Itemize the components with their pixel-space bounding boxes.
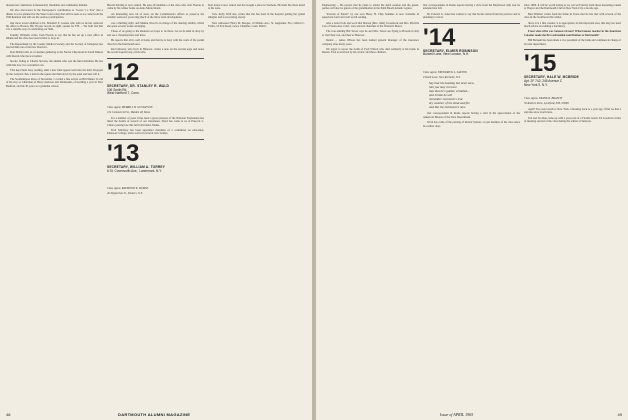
paragraph: Red Osborne, who lives in Hanover, writes a note on the second page and notes the recent hospital stay of his wife. — [107, 48, 204, 55]
paragraph: Word has come of the passing of Robert Saxton, a loyal member of the class since its earliest days. — [423, 121, 520, 128]
address-line: West Hartford 7, Conn. — [107, 91, 140, 96]
paragraph: Don Mallett tells us of another gathering at the Nectar Chip hotel in South Dakota with friends who have travelled. — [6, 51, 103, 58]
class-agent-address: 50 Roberts Park, Lynnfield, N.H. 03668 — [524, 102, 569, 106]
paragraph: Tommy Williams writes from Florida to say that he has set up a new office in Miami and the class has been invited to drop in. — [6, 33, 103, 41]
class-secretary — [107, 85, 173, 96]
paragraph: Since it is a fine wonder, it is appropriate, in this important area, this may not need much advice on running a dormitory. — [524, 21, 621, 29]
class-agent: Class Agent, FREDERICK L. SAXTON — [423, 70, 467, 74]
address-line: Burwell Lane, New London, N.H. — [423, 52, 470, 57]
paragraph: We also discovered in the Newspaper's contribution to "Leave '11, You" that a dinner is to be planned for the West Coast today that will be seen as we come from the 25th Reunion and will see the outdoor participation. — [6, 9, 103, 20]
paragraph: April? You were north to New York. Checking back to a year ago I find we had a surprise snow storm here. — [524, 107, 621, 115]
address-line: 6 St. Covenvoith Ave., Larchmont, N.Y. — [107, 168, 162, 173]
poem-line: and I think he will — [429, 93, 453, 98]
paragraph: An interesting new bit of news on the Commission's efforts to preserve the Atlantic seaboard, protecting much of the shore from development. — [107, 12, 204, 20]
class-agent: Class Agent, FRANK R. BRANCH — [524, 97, 563, 101]
paragraph: "Portrait of Parent" by our own Harry H. Chip Semmes is now available in paperback form and well worth reading. — [322, 12, 419, 20]
class-secretary — [107, 166, 173, 174]
class-agent: Class Agent, RAYMOND W. MORSE — [107, 186, 149, 190]
paragraph: Harold Sebring is now retired. He asks all members of the class who visit Florida to come by his winter home on Anna Maria Island. — [107, 4, 204, 11]
poem-line: dry weather of his mind and fire — [429, 101, 470, 106]
poem-line: Say that his heading has been seen, — [429, 81, 475, 86]
left-column-1 — [6, 4, 103, 404]
right-column-2 — [423, 4, 520, 404]
paragraph: was a thrilling sight, and Mamie Wood is in charge of the dancing exhibit, which she spent several weeks arranging. — [107, 21, 204, 29]
class-heading-1912 — [107, 58, 204, 103]
paragraph: Our correspondents in Rome reports having a view from the Mayflower ship tour he attended last fall. — [423, 4, 520, 11]
class-heading-1915 — [524, 52, 621, 94]
paragraph: New addresses: Harry M. Bosque, 10 Milano Ave., St. Augustine, Fla.; Gilbert C. Tubbs, 10 Fort Road, Grace Chandler, Conn. 06410. — [208, 21, 305, 29]
quiz-question: From what tribe was Samson Occom? What famous teacher in the American Colonies made the first substantial contribution to Dartmouth? — [524, 30, 621, 37]
left-column-2 — [107, 4, 204, 404]
paragraph: Bud Whittier writes from his home in Texas that he has met with several of the class in the Southwest this winter. — [524, 12, 621, 20]
secretary-name: SECRETARY, ELMER ROBINSON — [423, 48, 478, 53]
class-secretary — [524, 76, 590, 87]
poem — [423, 81, 520, 109]
secretary-name: SECRETARY, WILLIAM A. TORREY — [107, 164, 166, 169]
paragraph: The Department by the County Medical Society and the Society of Delegates has elected him one of the new directors. — [6, 42, 103, 50]
class-agent: Class Agent, MERRILL B. GUSTAFSON — [107, 105, 153, 109]
poem-line: that that he's golden wrinkled— — [429, 89, 470, 94]
address-line: Apt. 2F 742, 245 Avenue C — [524, 78, 563, 83]
class-year: '12 — [107, 58, 140, 86]
left-page — [0, 0, 312, 420]
paragraph: Bill Barnum has been made a vice president of the bank and continues in charge of its trust department. — [524, 39, 621, 46]
paragraph: Ted and Iva Dun came up with a post-card of a Florida beach. Ed Goodwin writes of meeting several of the class during the winter at Sarasota. — [524, 116, 621, 124]
paragraph: Our correspondent in Rome reports having a visit in his appreciation of the American Bureau of the State Department. — [423, 112, 520, 119]
poem-line: remember seventeen's true — [429, 97, 463, 102]
paragraph: Those of us going to the Reunion we hope to be there. Let us be kind in drop by and see a classmate here and there. — [107, 30, 204, 37]
class-agent-address: 9 Knoll Lane, New Rochelle, N.Y. — [423, 76, 461, 80]
poem-line: and like the old bearers now. — [429, 105, 466, 110]
class-heading-1914 — [423, 23, 520, 68]
class-secretary — [423, 50, 489, 58]
class-year: '14 — [423, 23, 456, 51]
paragraph: The Southampton Press of November 1 carried a fine article on Bill Mallet. It told of his stay as Chairman of Harry Andover and Dartmouth, of teaching a year in New Bedford, and his 30 years as a grammar school. — [6, 77, 103, 88]
page-number: 49 — [617, 412, 622, 417]
magazine-title: DARTMOUTH ALUMNI MAGAZINE — [118, 412, 191, 417]
paragraph: The ever-smiling Bill Tower says he and Mrs. Tower are flying to Hawaii in July to visit their son, and then to Hanover. — [322, 30, 419, 37]
address-line: New York 9, N.Y. — [524, 82, 548, 87]
paragraph: mocks, fading to Charlie Stevens, the alumni who was the fund chairman. He has with him now two wonderful cats. — [6, 60, 103, 67]
class-year: '13 — [107, 139, 140, 167]
page-number: 48 — [6, 412, 11, 417]
secretary-name: SECRETARY, HALE W. MCBRIDE — [524, 75, 579, 80]
right-page — [316, 0, 628, 420]
paragraph: We regret to report the death of Fred Wilson who died suddenly at his home in Darien. Fred is survived by his widow and three children. — [322, 48, 419, 55]
address-line: 106 Smith Rd. — [107, 87, 128, 92]
paragraph: For a number of years it has been a great pleasure of the National Foundation has listed the deaths of several of our classmates. Word has come to us of Prescott L. Cline's passing late this fall in Portland, Maine. — [107, 116, 204, 127]
paragraph: Fred Salisbury has been appointed chairman of a committee on education, Emerson College, and is active in several civic bodies. — [107, 128, 204, 136]
paragraph: Engineering ... He reports that he plans to attend the April reunion and the grand-parties will also be guests of the grandmother in the Palm Beach Atlantic region. — [322, 4, 419, 11]
paragraph: Also a letter from and word that Marion (Mrs. John) Crossmock and Mrs. Priscilla Cox of Santa Ana, Calif., were elected chairmen of the Women's Board. — [322, 21, 419, 29]
paragraph: mousetown contributor is measurably charitable and community minded. — [6, 4, 88, 7]
paragraph: since 1909. It will be worth noting as we can well testify from those mourning rounds to Thayer and the Dartmouth Club in New York City a decade ago. — [524, 4, 621, 11]
class-year: '15 — [524, 50, 557, 78]
paragraph: Vets. Kelly Wolf site, writes that she has been in the hospital getting her genial shingles and is recovering slowly. — [208, 12, 305, 20]
left-column-3 — [208, 4, 305, 404]
class-agent-address: 134 Commercial St., Malden 48, Mass. — [107, 111, 151, 115]
paragraph: That kept them busy reading, until a new fund appeal went into the mail. Dropped by the Ledyard club, a man in the square met him down by the quad and later left it. — [6, 69, 103, 76]
paragraph: Our most recent addition is Dr. Marshall E. Greene who tells us he has removed his office to Boston. His 30-year record, in sight, speaks for F.H. ... We both feel that it is a suitable way of celebrating our 50th. — [6, 21, 103, 32]
class-heading-1913 — [107, 139, 204, 184]
class-agent-address: 40 Nepperhan St., Yonkers, N.Y. — [107, 192, 143, 196]
paragraph: Dr. Edward G. Jones has written to say that he has retired from his practice and is planning to travel. — [423, 12, 520, 20]
paragraph: Don Jones is now retired and has bought a place in Vermont. He finds life there much to his taste. — [208, 4, 305, 11]
secretary-name: SECRETARY, DR. STANLEY R. WALD — [107, 83, 170, 88]
right-column-1 — [322, 4, 419, 404]
paragraph: He reports that all is well at home and that he is busy with the work of the parish church in the Dartmouth area. — [107, 39, 204, 46]
paragraph: Dental ... Amos Wilson has been named general manager of the insurance company after many years. — [322, 39, 419, 46]
right-column-3 — [524, 4, 621, 404]
issue-date: Issue of APRIL 1965 — [440, 412, 474, 417]
poem-line: him you may run here — [429, 85, 457, 90]
